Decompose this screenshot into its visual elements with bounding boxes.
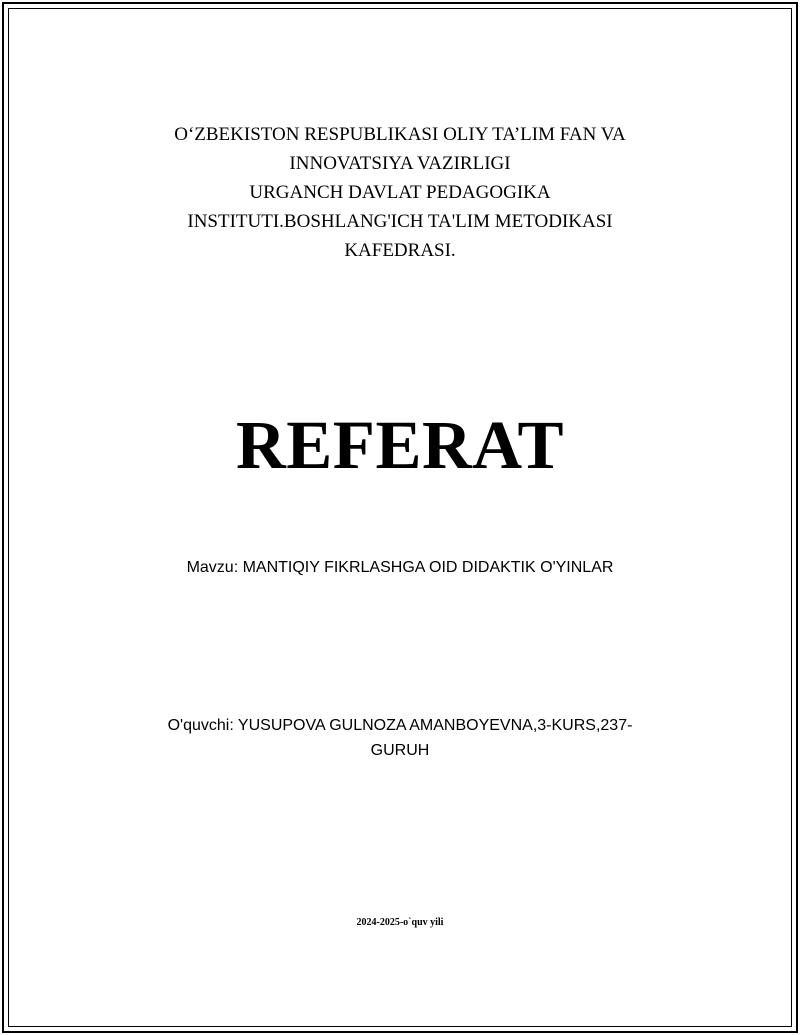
topic-line: Mavzu: MANTIQIY FIKRLASHGA OID DIDAKTIK O'YINLAR: [186, 559, 614, 576]
academic-year: 2024-2025-o`quv yili: [356, 917, 444, 928]
header-line: URGANCH DAVLAT PEDAGOGIKA: [249, 182, 551, 203]
student-line-2: GURUH: [370, 742, 430, 759]
header-line: KAFEDRASI.: [344, 240, 456, 261]
header-line: O‘ZBEKISTON RESPUBLIKASI OLIY TA’LIM FAN VA: [174, 124, 626, 145]
header-line: INSTITUTI.BOSHLANG'ICH TA'LIM METODIKASI: [187, 211, 613, 232]
document-title: REFERAT: [235, 407, 565, 483]
header-line: INNOVATSIYA VAZIRLIGI: [289, 153, 511, 174]
student-info: [130, 713, 670, 763]
institution-header: [100, 120, 700, 265]
student-line-1: O'quvchi: YUSUPOVA GULNOZA AMANBOYEVNA,3-KURS,237-: [167, 717, 633, 734]
